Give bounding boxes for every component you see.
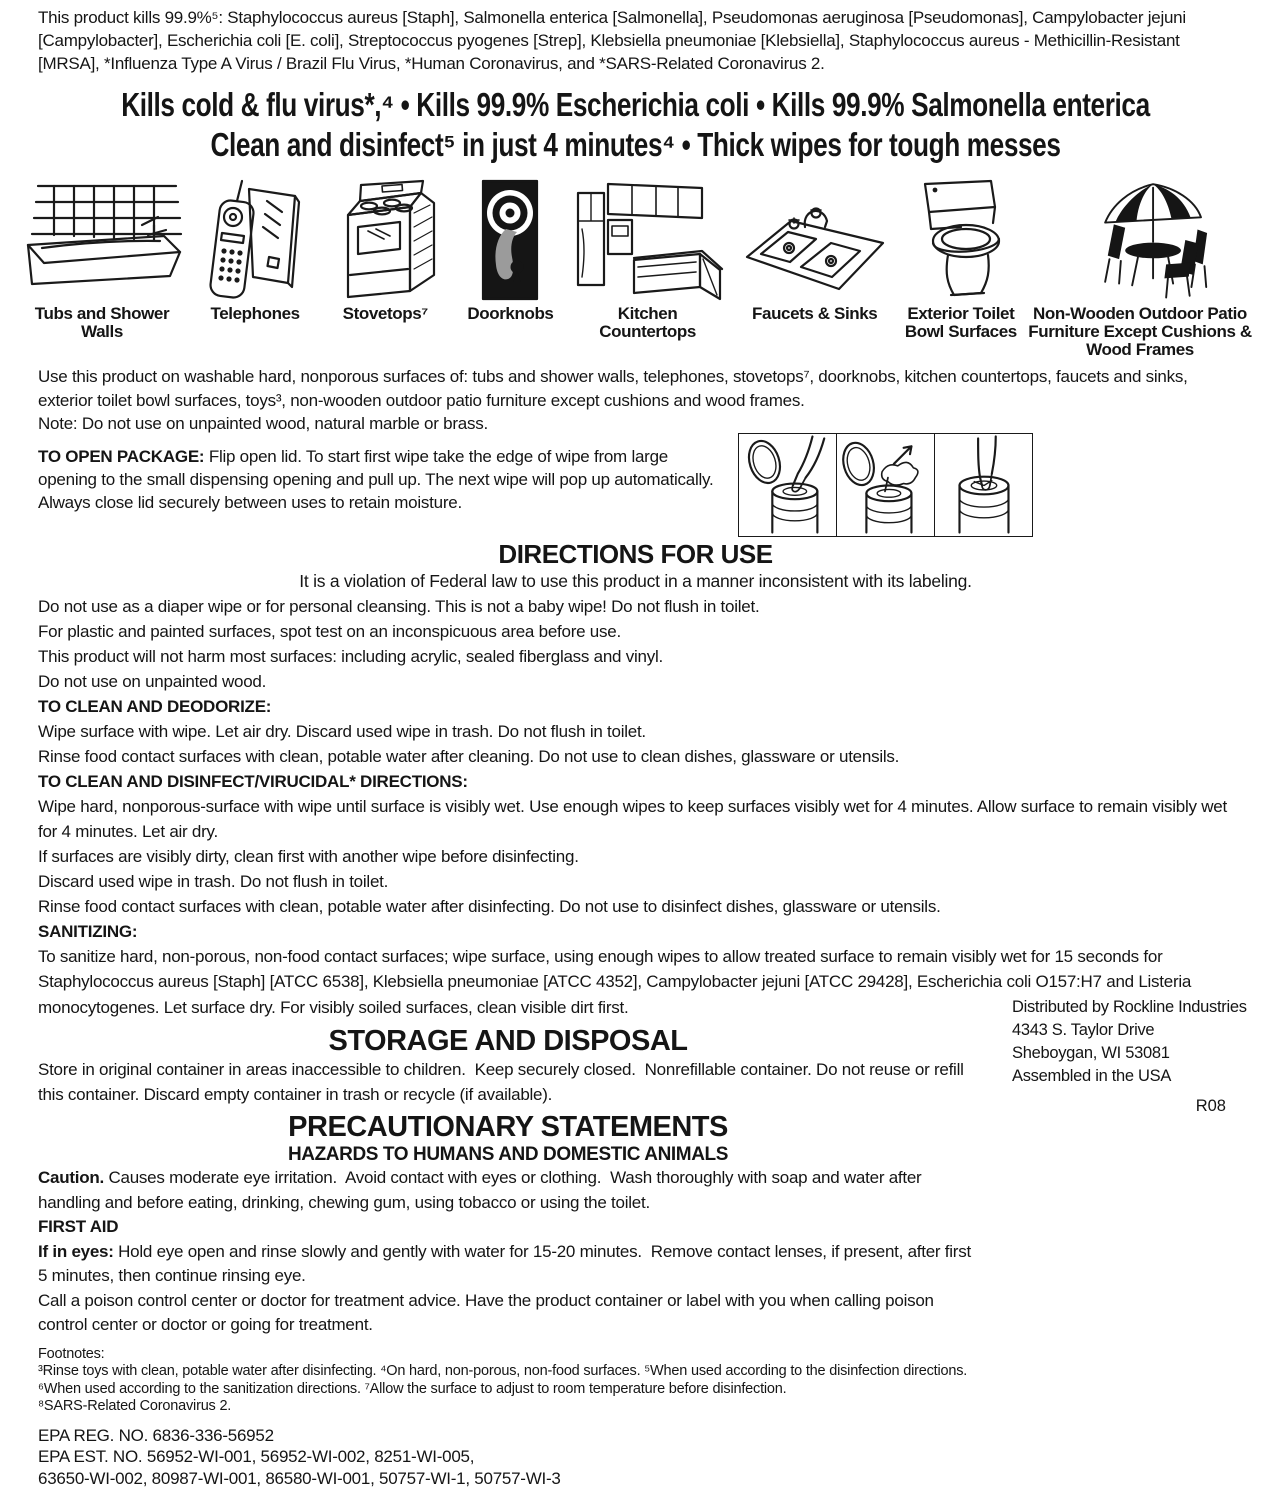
surface-label: Non-Wooden Outdoor Patio Furniture Except Cushions & Wood Frames xyxy=(1028,304,1252,359)
headline xyxy=(0,85,1271,165)
directions-subhead-sanitizing: SANITIZING: xyxy=(38,921,138,941)
headline-line-2: Clean and disinfect⁵ in just 4 minutes⁴ • Thick wipes for tough messes xyxy=(210,126,1061,163)
surface-label: Stovetops⁷ xyxy=(342,304,428,323)
surface-toilet xyxy=(903,179,1019,341)
stove-icon xyxy=(330,179,440,301)
directions-line: Do not use as a diaper wipe or for personal cleansing. This is not a baby wipe! Do not flush in toilet. xyxy=(38,596,760,616)
if-in-eyes-label: If in eyes: xyxy=(38,1241,114,1261)
footnotes-label: Footnotes: xyxy=(38,1345,105,1362)
surface-label: Tubs and Shower Walls xyxy=(34,304,170,341)
push-wipe-through-step-icon xyxy=(935,434,1032,536)
federal-law-line: It is a violation of Federal law to use this product in a manner inconsistent with its labeling. xyxy=(299,570,972,591)
storage-heading: STORAGE AND DISPOSAL xyxy=(328,1025,688,1057)
storage-text: Store in original container in areas inaccessible to children. Keep securely closed. Nonrefillable container. Do not reuse or refill this container. Discard empty container in trash or recycle (if available). xyxy=(38,1060,969,1104)
open-package-label: TO OPEN PACKAGE: xyxy=(38,446,205,466)
doorknob-icon xyxy=(479,179,541,301)
hazards-subheading: HAZARDS TO HUMANS AND DOMESTIC ANIMALS xyxy=(287,1144,729,1165)
directions-subhead-clean-deodorize: TO CLEAN AND DEODORIZE: xyxy=(38,696,272,716)
footnotes xyxy=(38,1346,1247,1416)
surface-patio-furniture xyxy=(1023,179,1257,359)
surface-kitchen-countertops xyxy=(569,179,727,341)
bathtub-icon xyxy=(18,183,186,301)
epa-reg-number: EPA REG. NO. 6836-336-56952 xyxy=(38,1425,274,1445)
distributor-street: 4343 S. Taylor Drive xyxy=(1012,1021,1155,1039)
surface-label: Faucets & Sinks xyxy=(752,304,878,323)
distributor-name: Distributed by Rockline Industries xyxy=(1012,998,1247,1016)
toilet-icon xyxy=(911,179,1011,301)
faucet-sink-icon xyxy=(739,197,891,301)
surface-label: Telephones xyxy=(210,304,300,323)
epa-block xyxy=(38,1425,1271,1490)
telephone-icon xyxy=(207,179,303,301)
surface-label: Kitchen Countertops xyxy=(599,304,696,341)
surface-label: Doorknobs xyxy=(467,304,554,323)
directions-line: Rinse food contact surfaces with clean, potable water after cleaning. Do not use to clean dishes, glassware or utensils. xyxy=(38,746,900,766)
directions-line: Do not use on unpainted wood. xyxy=(38,671,267,691)
sanitizing-paragraph: To sanitize hard, non-porous, non-food contact surfaces; wipe surface, using enough wipes to allow treated surface to remain visibly wet for 15 seconds for Staphylococcus aureus [Staph] [ATCC 6538], Klebsiella pneumoniae [ATCC 4352], Campylobacter jejuni [ATCC 29428], Escherichia coli O157:H7 and Listeria monocytogenes. Let surface dry. For visibly soiled surfaces, clean visible dirt first. xyxy=(38,946,1196,1017)
headline-line-1: Kills cold & flu virus*,⁴ • Kills 99.9% Escherichia coli • Kills 99.9% Salmonella enterica xyxy=(121,86,1150,123)
directions-line: Rinse food contact surfaces with clean, potable water after disinfecting. Do not use to disinfect dishes, glassware or utensils. xyxy=(38,896,941,916)
directions-line: Discard used wipe in trash. Do not flush in toilet. xyxy=(38,871,389,891)
approved-surfaces-row xyxy=(12,179,1257,359)
surface-tubs xyxy=(12,179,192,341)
footnotes-text-2: ⁸SARS-Related Coronavirus 2. xyxy=(38,1398,232,1414)
surface-telephones xyxy=(196,179,314,323)
kill-claims-paragraph: This product kills 99.9%⁵: Staphylococcus aureus [Staph], Salmonella enterica [Salmonella], Pseudomonas aeruginosa [Pseudomonas], Campylobacter jejuni [Campylobacter], Escherichia coli [E. coli], Streptococcus pyogenes [Strep], Klebsiella pneumoniae [Klebsiella], Staphylococcus aureus - Methicillin-Resistant [MRSA], *Influenza Type A Virus / Brazil Flu Virus, *Human Coronavirus, and *SARS-Related Coronavirus 2. xyxy=(38,8,1191,73)
directions-heading: DIRECTIONS FOR USE xyxy=(498,538,773,569)
open-package-text xyxy=(38,445,718,537)
flip-open-lid-step-icon xyxy=(739,434,836,536)
directions-subhead-disinfect: TO CLEAN AND DISINFECT/VIRUCIDAL* DIRECTIONS: xyxy=(38,771,468,791)
caution-text: Causes moderate eye irritation. Avoid contact with eyes or clothing. Wash thoroughly with soap and water after handling and before eating, drinking, chewing gum, using tobacco or using the toilet. xyxy=(38,1168,926,1212)
surface-stovetops xyxy=(318,179,452,323)
footnotes-text-1: ³Rinse toys with clean, potable water after disinfecting. ⁴On hard, non-porous, non-food surfaces. ⁵When used according to the disinfection directions. ⁶When used according to the sanitization directions. ⁷Allow the surface to adjust to room temperature before disinfection. xyxy=(38,1363,971,1397)
if-in-eyes-paragraph xyxy=(38,1240,978,1289)
caution-paragraph xyxy=(38,1166,978,1215)
surface-doorknobs xyxy=(456,179,564,323)
open-package-illustration xyxy=(738,433,1033,537)
open-package-body: Flip open lid. To start first wipe take the edge of wipe from large opening to the small dispensing opening and pull up. The next wipe will pop up automatically. Always close lid securely between uses to retain moisture. xyxy=(38,446,718,512)
surface-label: Exterior Toilet Bowl Surfaces xyxy=(904,304,1017,341)
distributor-block xyxy=(1012,996,1247,1088)
precautionary-heading: PRECAUTIONARY STATEMENTS xyxy=(288,1111,728,1143)
usage-paragraph xyxy=(38,365,1243,436)
epa-est-number-line1: EPA EST. NO. 56952-WI-001, 56952-WI-002, 8251-WI-005, xyxy=(38,1447,475,1466)
open-package-section xyxy=(38,445,1243,537)
epa-est-number-line2: 63650-WI-002, 80987-WI-001, 86580-WI-001, 50757-WI-1, 50757-WI-3 xyxy=(38,1468,561,1488)
surface-faucets-sinks xyxy=(731,179,899,323)
directions-line: Wipe hard, nonporous-surface with wipe until surface is visibly wet. Use enough wipes to keep surfaces visibly wet for 4 minutes. Allow surface to remain visibly wet for 4 minutes. Let air dry. xyxy=(38,796,1232,841)
directions-line: For plastic and painted surfaces, spot test on an inconspicuous area before use. xyxy=(38,621,621,641)
poison-control-paragraph: Call a poison control center or doctor for treatment advice. Have the product container or label with you when calling poison control center or doctor or going for treatment. xyxy=(38,1290,939,1334)
distributor-city: Sheboygan, WI 53081 xyxy=(1012,1044,1170,1062)
directions-line: This product will not harm most surfaces: including acrylic, sealed fiberglass and vinyl. xyxy=(38,646,663,666)
revision-code: R08 xyxy=(1195,1097,1226,1115)
usage-body: Use this product on washable hard, nonporous surfaces of: tubs and shower walls, telephones, stovetops⁷, doorknobs, kitchen countertops, faucets and sinks, exterior toilet bowl surfaces, toys³, non-wooden outdoor patio furniture except cushions and wood frames. xyxy=(38,367,1193,410)
directions-line: Wipe surface with wipe. Let air dry. Discard used wipe in trash. Do not flush in toilet. xyxy=(38,721,646,741)
kitchen-countertop-icon xyxy=(572,179,724,301)
pull-wipe-up-step-icon xyxy=(837,434,934,536)
first-aid-heading: FIRST AID xyxy=(38,1217,119,1236)
usage-note: Note: Do not use on unpainted wood, natural marble or brass. xyxy=(38,414,488,433)
directions-line: If surfaces are visibly dirty, clean first with another wipe before disinfecting. xyxy=(38,846,579,866)
caution-label: Caution. xyxy=(38,1168,104,1187)
distributor-origin: Assembled in the USA xyxy=(1012,1067,1172,1085)
if-in-eyes-text: Hold eye open and rinse slowly and gently with water for 15-20 minutes. Remove contact lenses, if present, after first 5 minutes, then continue rinsing eye. xyxy=(38,1241,976,1285)
patio-furniture-icon xyxy=(1058,179,1222,301)
directions-body xyxy=(38,594,1247,1021)
